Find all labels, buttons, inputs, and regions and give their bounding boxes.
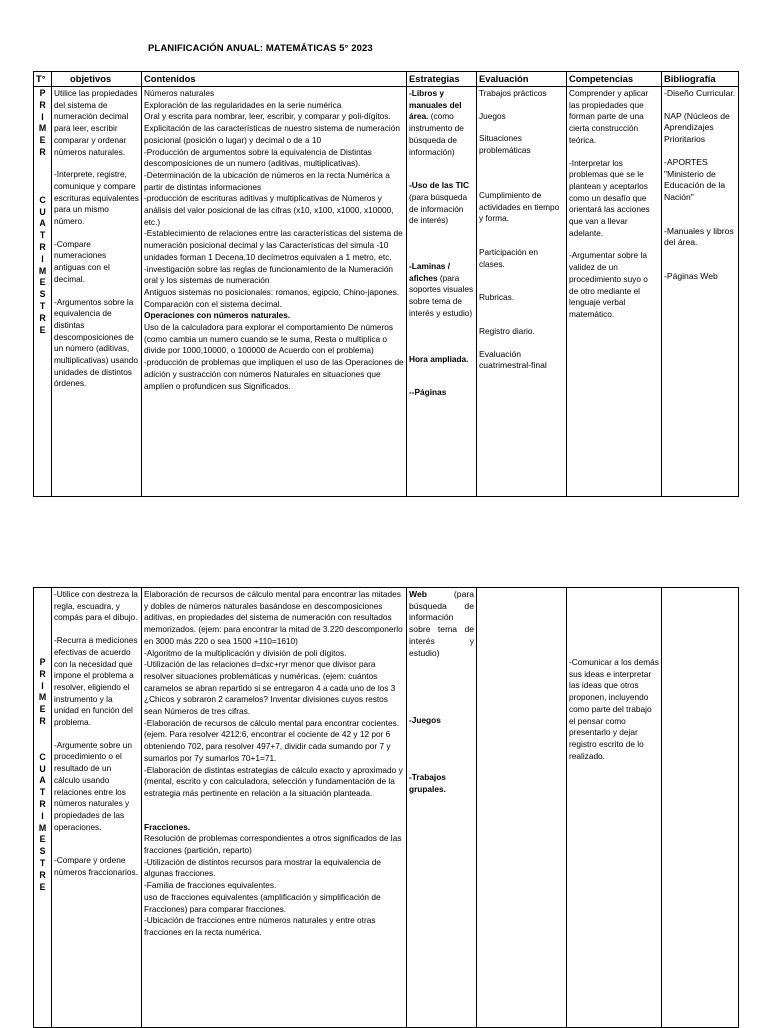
evaluation-item: Trabajos prácticos [479,88,547,98]
objective-item: -Interprete, registre, comunique y compare escrituras equivalentes para un mismo número. [54,169,139,227]
header-competencias: Competencias [567,72,662,87]
bibliography-item: -Manuales y libros del área. [664,225,734,248]
evaluation-item: Juegos [479,110,506,121]
content-item: -Elaboración de recursos de cálculo mental para encontrar cocientes. [144,717,400,728]
content-item: -Establecimiento de relaciones entre las características del sistema de numeración posicional decimal y las Características del simula -10 unidades forman 1 Decena,10 decímetros equivalen a 1 metro, etc. [144,228,403,262]
bibliografia-cell [662,588,739,1028]
strategy-item: Hora ampliada. [409,353,469,364]
strategy-item: -Trabajos grupales. [409,771,446,794]
objective-item: -Compare y ordene números fraccionarios. [54,855,138,878]
evaluacion-cell [477,87,567,497]
strategy-item: Web (para búsqueda de información sobre tema de interés y estudio) [409,589,474,658]
content-item: -Determinación de la ubicación de números en la recta Numérica a partir de distintas informaciones [144,169,390,192]
content-item: -producción de escrituras aditivas y multiplicativas de Números y análisis del valor posicional de las cifras (x10, x100, x1000, x10000, etc.) [144,193,394,227]
bibliography-item: -Páginas Web [664,271,718,282]
objective-item: -Argumente sobre un procedimiento o el resultado de un cálculo usando relaciones entre los números naturales y propiedades de las operaciones. [54,739,132,832]
header-bibliografia: Bibliografía [662,72,739,87]
planning-table-1 [33,71,739,497]
table-header-row [34,72,739,87]
term-label-cell: P R I M E R C U A T R I M E S T R E [34,588,52,1028]
strategy-item: -Uso de las TIC (para búsqueda de información de interés) [409,180,469,226]
content-item: -investigación sobre las reglas de funcionamiento de la Numeración oral y los sistemas de numeración [144,263,394,286]
content-item: -Utilización de las relaciones d=dxc+ryr menor que divisor para resolver situaciones problemáticas y numéricas. (ejem: cuántos caramelos se abran repartido si se entregaron 4 a cada uno de los 3 ¿Chicos y sobraron 2 caramelos? Inventar divisiones cuyos restos sean Números de tres cifras. [144,659,396,717]
objective-item: -Compare numeraciones antiguas con el decimal. [54,238,110,284]
content-item: Uso de la calculadora para explorar el comportamiento De números (como cambia un numero cuando se le suma, Resta o multiplica o divide por 1000,10000, o 100000 de Acuerdo con el problema) [144,322,394,356]
content-item: Oral y escrita para nombrar, leer, escribir, y comparar y poli-dígitos. [144,111,391,122]
content-item: Exploración de las regularidades en la serie numérica [144,99,342,110]
planning-table-2 [33,587,739,1028]
header-term: T° [34,72,52,87]
content-subheading: Operaciones con números naturales. [144,310,291,321]
content-item: -Familia de fracciones equivalentes. [144,880,277,891]
content-subheading: Fracciones. [144,821,191,832]
content-item: -Ubicación de fracciones entre números naturales y entre otras fracciones en la recta numérica. [144,915,376,937]
estrategias-cell [407,588,477,1028]
evaluacion-cell [477,588,567,1028]
evaluation-item: Evaluación cuatrimestral-final [479,348,547,371]
objective-item: -Utilice con destreza la regla, escuadra, y compás para el dibujo. [54,589,138,623]
content-item: -Elaboración de distintas estrategias de cálculo exacto y aproximado y (mental, escrito y con calculadora, selección y fundamentación de la estrategia más pertinente en relación a la situación planteada. [144,764,403,798]
evaluation-item: Participación en clases. [479,246,539,269]
content-item: Números naturales [144,88,215,98]
content-item: Explicitación de las características de nuestro sistema de numeración posicional (posición o lugar) y decimal o de a 10 [144,123,400,145]
bibliography-item: NAP (Núcleos de Aprendizajes Prioritarios [664,110,730,145]
bibliography-item: -APORTES "Ministerio de Educación de la Nación" [664,156,726,202]
evaluation-item: Cumplimiento de actividades en tiempo y forma. [479,189,560,224]
content-item: Resolución de problemas correspondientes a otros significados de las fracciones (partición, reparto) [144,833,402,856]
evaluation-item: Registro diario. [479,326,535,337]
content-item: uso de fracciones equivalentes (amplificación y simplificación de Fracciones) para comparar fracciones. [144,891,381,914]
table-row [34,588,739,1028]
competencias-cell [567,588,662,1028]
strategy-item: -Laminas / afiches (para soportes visuales sobre tema de interés y estudio) [409,261,474,318]
header-evaluacion: Evaluación [477,72,567,87]
competence-item: -Comunicar a los demás sus ideas e interpretar las ideas que otros proponen, incluyendo como parte del trabajo el pensar como presentarlo y dejar registro escrito de lo realizado. [569,657,659,761]
competence-item: Comprender y aplicar las propiedades que forman parte de una cierta construcción teórica. [569,88,649,145]
header-estrategias: Estrategias [407,72,477,87]
contenidos-cell [142,588,407,1028]
competence-item: -Argumentar sobre la validez de un procedimiento suyo o de otro mediante el lenguaje verbal matemático. [569,250,648,319]
objetivos-cell [52,87,142,497]
document-title: PLANIFICACIÓN ANUAL: MATEMÁTICAS 5° 2023 [148,43,373,54]
term-label-cell: P R I M E R C U A T R I M E S T R E [34,87,52,497]
content-item: -Algoritmo de la multiplicación y división de poli dígitos. [144,647,347,658]
table-row [34,87,739,497]
objective-item: -Argumentos sobre la equivalencia de distintas descomposiciones de un número (aditivas, multiplicativas) usando unidades de distintos órdenes. [54,296,138,389]
content-item: (ejem. Para resolver 4212:6, encontrar el cociente de 42 y 12 por 6 obteniendo 702, para resolver 497+7, dividir cada sumando por 7 y sumarlos por 7y sumarlos 70+1=71. [144,729,391,763]
content-item: Elaboración de recursos de cálculo mental para encontrar las mitades y dobles de números naturales basándose en descomposiciones aditivas, en propiedades del sistema de numeración con resultados memorizados. (ejem: para encontrar la mitad de 3.220 descomponerlo en 3000 más 220 o sea 1500 +110=1610) [144,589,403,646]
contenidos-cell [142,87,407,497]
competence-item: -Interpretar los problemas que se le plantean y aceptarlos como un desafío que orientará las acciones que van a llevar adelante. [569,157,650,238]
objetivos-cell [52,588,142,1028]
objective-item: -Recurra a mediciones efectivas de acuerdo con la necesidad que impone el problema a resolver, eligiendo el instrumento y la unidad en función del problema. [54,635,138,728]
bibliography-item: -Diseño Curricular. [664,88,736,98]
bibliografia-cell [662,87,739,497]
objective-item: Utilice las propiedades del sistema de numeración decimal para leer, escribir comparar y ordenar números naturales. [54,88,138,157]
strategy-item: -Juegos [409,715,441,726]
content-item: -producción de problemas que impliquen el uso de las Operaciones de adición y sustracción con números Naturales en situaciones que amplíen o profundicen sus Significados. [144,357,404,391]
header-objetivos: objetivos [52,72,142,87]
strategy-item: --Páginas [409,387,447,398]
competencias-cell [567,87,662,497]
content-item: -Utilización de distintos recursos para mostrar la equivalencia de algunas fracciones. [144,856,382,879]
strategy-item: -Libros y manuales del área. (como instrumento de búsqueda de información) [409,88,464,157]
content-item: -Producción de argumentos sobre la equivalencia de Distintas descomposiciones de un numero (aditivas, multiplicativas). [144,146,372,169]
content-item: Antiguos sistemas no posicionales: romanos, egipcio, Chino-japones. Comparación con el sistema decimal. [144,286,400,309]
header-contenidos: Contenidos [142,72,407,87]
evaluation-item: Situaciones problemáticas [479,133,531,156]
evaluation-item: Rubricas. [479,292,515,303]
estrategias-cell [407,87,477,497]
